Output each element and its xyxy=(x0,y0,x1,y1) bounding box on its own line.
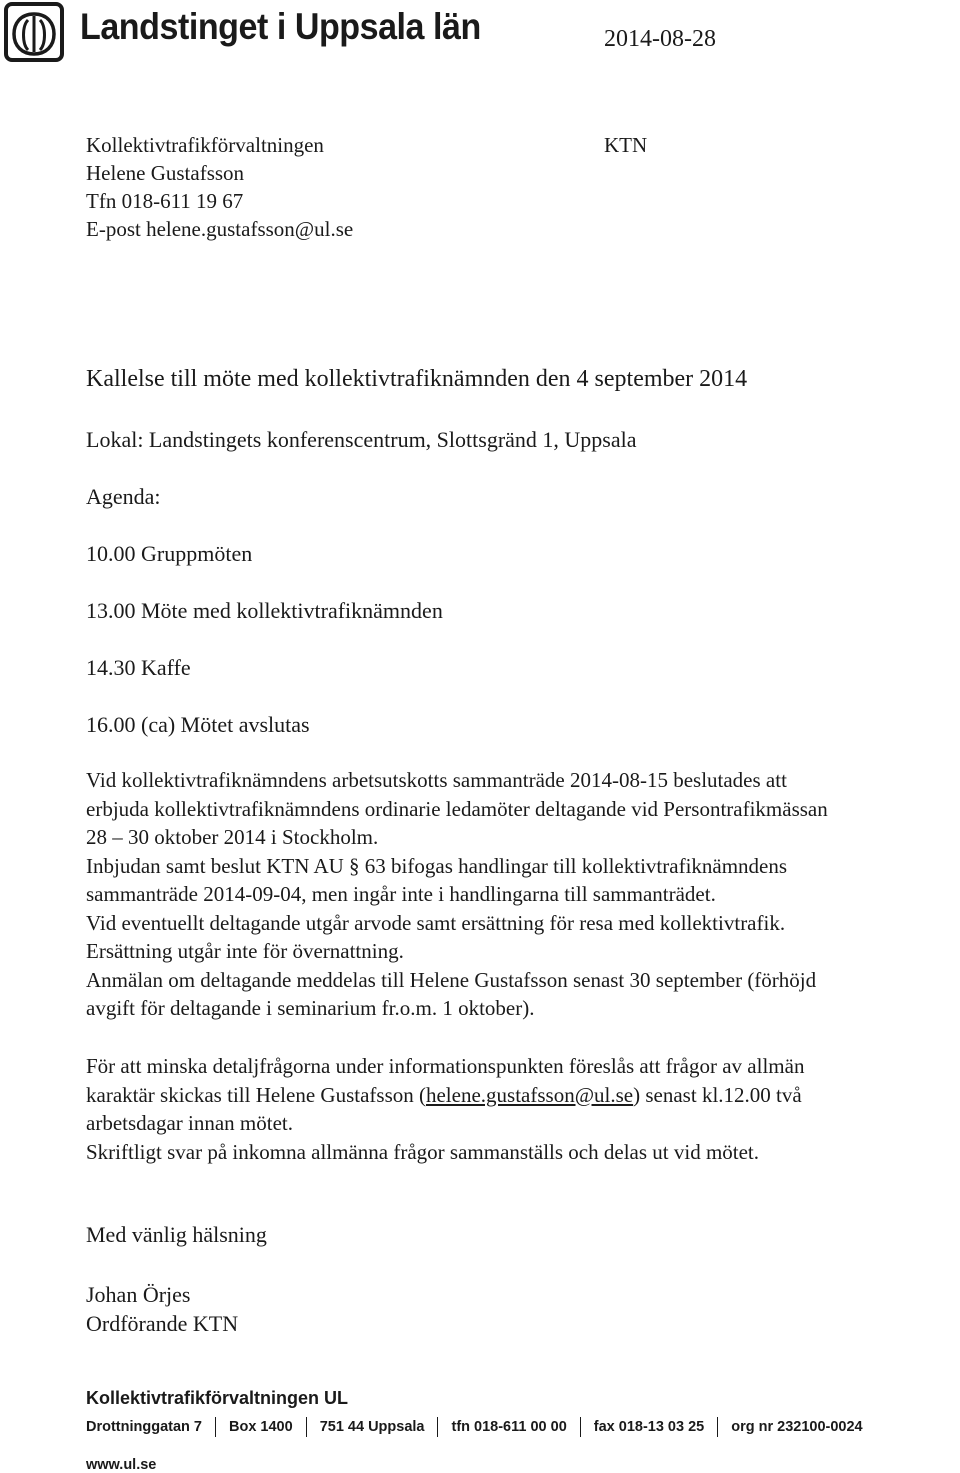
footer-org: Kollektivtrafikförvaltningen UL xyxy=(86,1388,349,1408)
paragraph-line: 28 – 30 oktober 2014 i Stockholm. xyxy=(86,825,379,849)
recipient: KTN xyxy=(604,133,648,157)
text-after-link: ) senast kl.12.00 två xyxy=(633,1082,802,1107)
footer-phone: tfn 018-611 00 00 xyxy=(451,1419,567,1435)
paragraph-line: erbjuda kollektivtrafiknämndens ordinarie ledamöter deltagande vid Persontrafikmässan xyxy=(86,796,828,821)
paragraph-line: Vid eventuellt deltagande utgår arvode samt ersättning för resa med kollektivtrafik. xyxy=(86,910,786,935)
signer-name: Johan Örjes xyxy=(86,1282,191,1307)
footer-website-link[interactable]: www.ul.se xyxy=(86,1457,157,1473)
footer-fax: fax 018-13 03 25 xyxy=(593,1419,705,1435)
org-name-logotype: Landstinget i Uppsala län xyxy=(80,6,481,47)
text-before-link: karaktär skickas till Helene Gustafsson ( xyxy=(86,1082,426,1107)
paragraph-line: Ersättning utgår inte för övernattning. xyxy=(86,939,404,963)
agenda-item: 10.00 Gruppmöten xyxy=(86,541,253,566)
paragraph-line: Vid kollektivtrafiknämndens arbetsutskotts sammanträde 2014-08-15 beslutades att xyxy=(86,768,787,792)
sender-phone: Tfn 018-611 19 67 xyxy=(86,189,244,213)
letter-date: 2014-08-28 xyxy=(604,26,716,52)
signer-block xyxy=(86,1280,238,1338)
letter-title: Kallelse till möte med kollektivtrafiknämnden den 4 september 2014 xyxy=(86,366,748,392)
agenda-label: Agenda: xyxy=(86,484,161,509)
paragraph-line: avgift för deltagande i seminarium fr.o.m. 1 oktober). xyxy=(86,996,535,1020)
closing-greeting: Med vänlig hälsning xyxy=(86,1222,267,1247)
agenda-item: 14.30 Kaffe xyxy=(86,655,191,680)
sender-department: Kollektivtrafikförvaltningen xyxy=(86,133,324,157)
agenda-item: 13.00 Möte med kollektivtrafiknämnden xyxy=(86,598,443,623)
paragraph-questions xyxy=(86,1052,956,1166)
agenda-item: 16.00 (ca) Mötet avslutas xyxy=(86,712,310,737)
footer-contact-row xyxy=(86,1417,863,1437)
paragraph-line-with-link xyxy=(86,1081,956,1110)
sender-block xyxy=(86,131,353,243)
venue: Lokal: Landstingets konferenscentrum, Slottsgränd 1, Uppsala xyxy=(86,427,637,452)
paragraph-line: Skriftligt svar på inkomna allmänna frågor sammanställs och delas ut vid mötet. xyxy=(86,1139,760,1164)
footer-divider xyxy=(306,1417,307,1437)
footer-address: Drottninggatan 7 xyxy=(86,1419,202,1435)
signer-role: Ordförande KTN xyxy=(86,1311,239,1336)
footer-box: Box 1400 xyxy=(229,1419,293,1435)
paragraph-line: För att minska detaljfrågorna under informationspunkten föreslås att frågor av allmän xyxy=(86,1054,805,1078)
footer-divider xyxy=(437,1417,438,1437)
footer-divider xyxy=(717,1417,718,1437)
footer-postal: 751 44 Uppsala xyxy=(319,1419,425,1435)
footer-divider xyxy=(580,1417,581,1437)
footer-org-nr: org nr 232100-0024 xyxy=(731,1419,863,1435)
footer-divider xyxy=(215,1417,216,1437)
paragraph-line: Inbjudan samt beslut KTN AU § 63 bifogas handlingar till kollektivtrafiknämndens xyxy=(86,853,788,878)
paragraph-line: Anmälan om deltagande meddelas till Helene Gustafsson senast 30 september (förhöjd xyxy=(86,967,817,992)
paragraph-line: sammanträde 2014-09-04, men ingår inte i handlingarna till sammanträdet. xyxy=(86,882,716,906)
email-link[interactable]: helene.gustafsson@ul.se xyxy=(425,1082,634,1107)
sender-name: Helene Gustafsson xyxy=(86,161,245,185)
sender-email: E-post helene.gustafsson@ul.se xyxy=(86,217,354,241)
landstinget-logo-icon xyxy=(4,2,64,62)
paragraph-line: arbetsdagar innan mötet. xyxy=(86,1111,294,1135)
paragraph-invitation xyxy=(86,766,956,1023)
